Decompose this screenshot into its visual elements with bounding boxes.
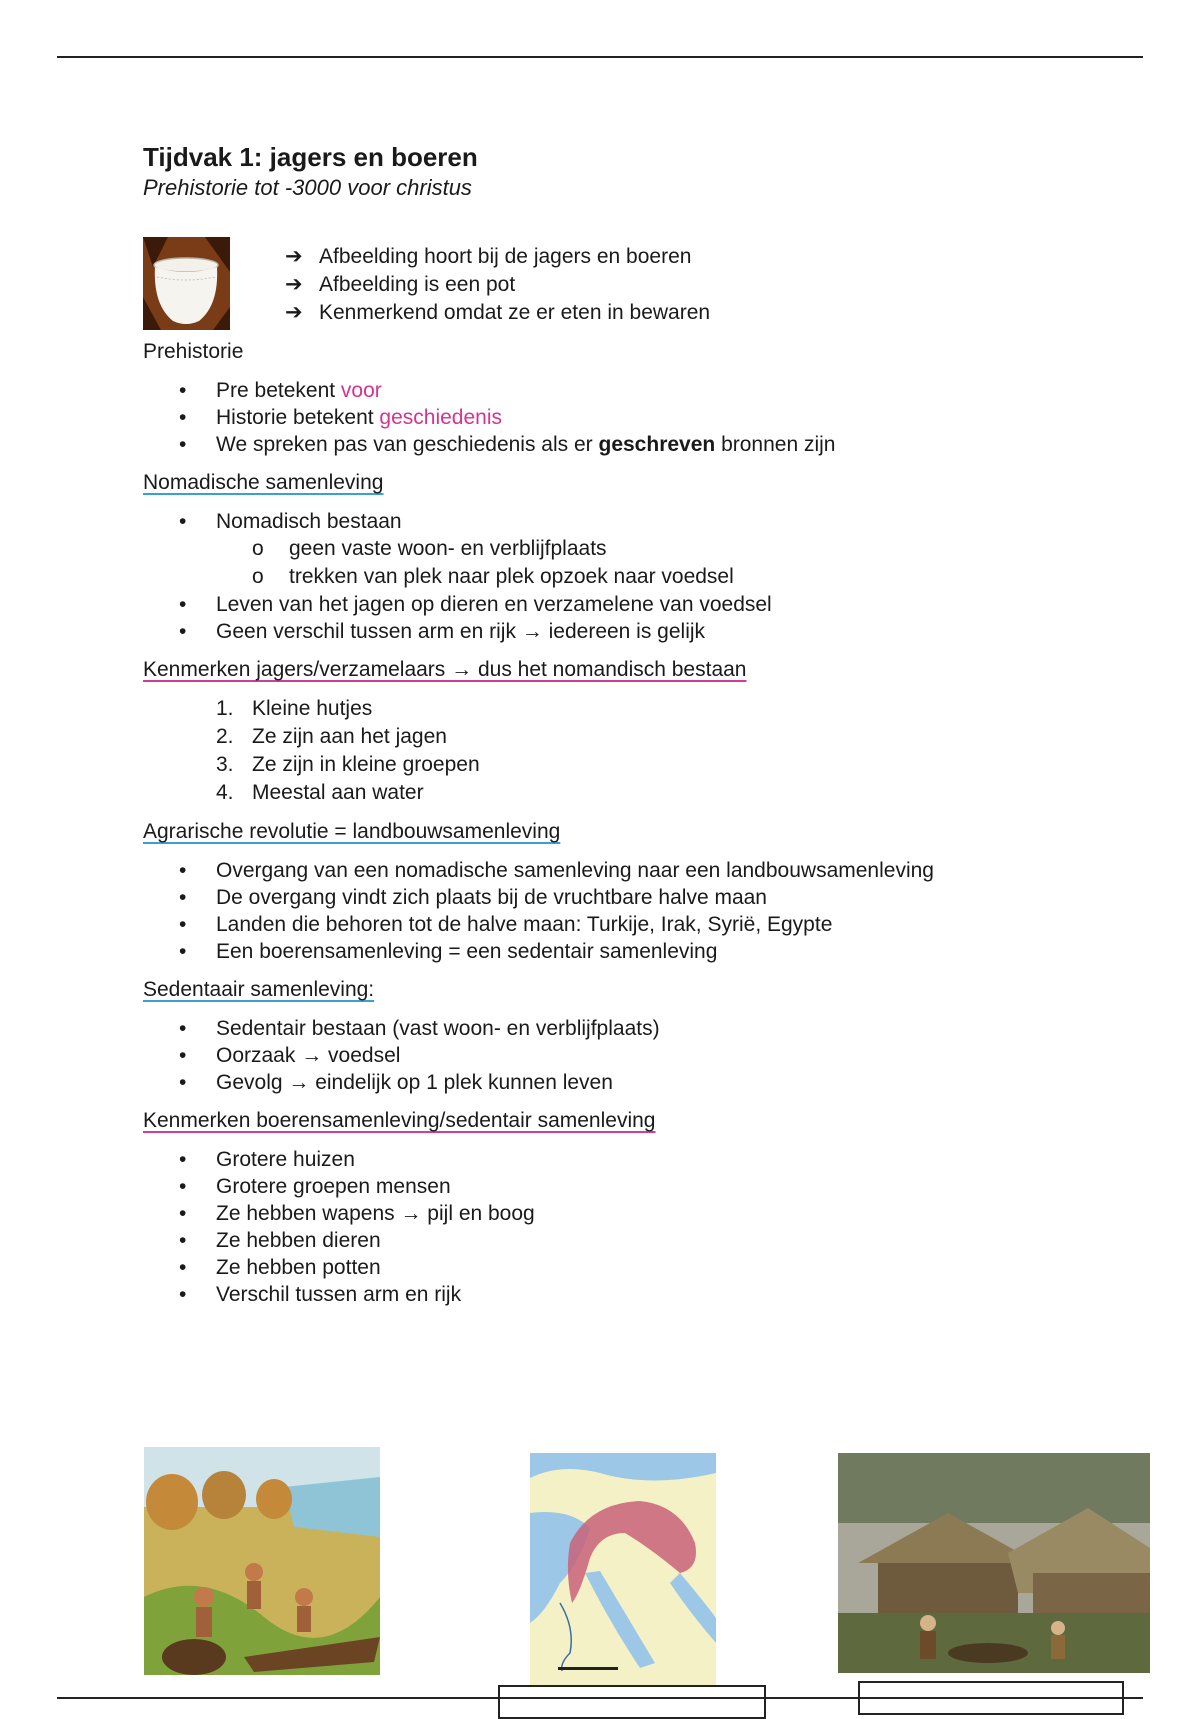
arrow-icon: ➔ [285, 245, 303, 268]
bullet-icon: • [179, 913, 187, 936]
sub-bullet-icon: o [252, 565, 264, 588]
caption-box [498, 1685, 766, 1719]
heading-prehistorie: Prehistorie [143, 340, 244, 363]
list-item: • Een boerensamenleving = een sedentair samenleving [179, 940, 718, 963]
prehistorie-list [143, 377, 1143, 458]
list-item: ➔ Afbeelding is een pot [285, 271, 710, 299]
bullet-icon: • [179, 1202, 187, 1225]
list-item: • Sedentair bestaan (vast woon- en verblijfplaats) [179, 1017, 660, 1040]
list-item: • Oorzaak → voedsel [179, 1044, 401, 1067]
arrow-icon: ➔ [285, 273, 303, 296]
bullet-icon: • [179, 1044, 187, 1067]
footer-rule [57, 1697, 1143, 1699]
bullet-icon: • [179, 1256, 187, 1279]
page-subtitle: Prehistorie tot -3000 voor christus [143, 175, 472, 200]
list-item: • Grotere huizen [179, 1148, 355, 1171]
list-item: 1. Kleine hutjes [216, 697, 373, 720]
sedentair-list [143, 1015, 1143, 1096]
bullet-icon: • [179, 1017, 187, 1040]
heading-kenmerken-jagers: Kenmerken jagers/verzamelaars → dus het nomandisch bestaan [143, 658, 747, 681]
heading-sedentair: Sedentaair samenleving: [143, 978, 375, 1001]
list-item: • Nomadisch bestaan [179, 510, 402, 533]
list-item: 3. Ze zijn in kleine groepen [216, 753, 480, 776]
header-rule [57, 56, 1143, 58]
list-item: 2. Ze zijn aan het jagen [216, 725, 447, 748]
heading-agrarisch: Agrarische revolutie = landbouwsamenleving [143, 820, 561, 843]
list-item: • Overgang van een nomadische samenleving naar een landbouwsamenleving [179, 859, 934, 882]
pot-image [143, 237, 230, 330]
heading-kenmerken-boeren: Kenmerken boerensamenleving/sedentair samenleving [143, 1109, 656, 1132]
bullet-icon: • [179, 433, 187, 456]
farming-village-illustration [838, 1453, 1150, 1673]
hunter-gatherer-illustration [144, 1447, 380, 1675]
nomadisch-list [143, 508, 1143, 535]
list-item: • Leven van het jagen op dieren en verzamelene van voedsel [179, 593, 772, 616]
list-item: • Verschil tussen arm en rijk [179, 1283, 462, 1306]
list-item: • De overgang vindt zich plaats bij de vruchtbare halve maan [179, 886, 767, 909]
illustration-row [0, 1445, 1200, 1705]
bullet-icon: • [179, 1283, 187, 1306]
bullet-icon: • [179, 593, 187, 616]
list-item: • Ze hebben wapens → pijl en boog [179, 1202, 535, 1225]
intro-arrow-list [285, 243, 710, 327]
list-item: • Pre betekent voor [179, 379, 382, 402]
sub-bullet-icon: o [252, 537, 264, 560]
bullet-icon: • [179, 510, 187, 533]
list-item: • Ze hebben potten [179, 1256, 381, 1279]
bullet-icon: • [179, 1229, 187, 1252]
sub-list-item: o geen vaste woon- en verblijfplaats [216, 535, 1143, 563]
page-title: Tijdvak 1: jagers en boeren [143, 142, 478, 172]
list-item: ➔ Afbeelding hoort bij de jagers en boeren [285, 243, 710, 271]
bullet-icon: • [179, 940, 187, 963]
list-item: 4. Meestal aan water [216, 781, 424, 804]
bullet-icon: • [179, 406, 187, 429]
list-item: • We spreken pas van geschiedenis als er geschreven bronnen zijn [179, 433, 836, 456]
bullet-icon: • [179, 379, 187, 402]
arrow-icon: ➔ [285, 301, 303, 324]
list-item: • Historie betekent geschiedenis [179, 406, 503, 429]
heading-nomadisch: Nomadische samenleving [143, 471, 384, 494]
bullet-icon: • [179, 1071, 187, 1094]
agrarisch-list [143, 857, 1143, 965]
kenmerken-jagers-list [143, 695, 1143, 807]
document-body [143, 140, 1143, 1308]
bullet-icon: • [179, 1175, 187, 1198]
list-item: • Geen verschil tussen arm en rijk → iedereen is gelijk [179, 620, 706, 643]
list-item: • Landen die behoren tot de halve maan: Turkije, Irak, Syrië, Egypte [179, 913, 833, 936]
intro-block [143, 237, 1143, 339]
bullet-icon: • [179, 620, 187, 643]
list-item: • Grotere groepen mensen [179, 1175, 451, 1198]
fertile-crescent-map [530, 1453, 716, 1685]
list-item: • Gevolg → eindelijk op 1 plek kunnen leven [179, 1071, 613, 1094]
sub-list-item: o trekken van plek naar plek opzoek naar voedsel [216, 563, 1143, 591]
nomadisch-sublist [143, 535, 1143, 591]
bullet-icon: • [179, 1148, 187, 1171]
nomadisch-list-cont [143, 591, 1143, 645]
list-item: ➔ Kenmerkend omdat ze er eten in bewaren [285, 299, 710, 327]
list-item: • Ze hebben dieren [179, 1229, 381, 1252]
kenmerken-boeren-list [143, 1146, 1143, 1308]
bullet-icon: • [179, 859, 187, 882]
bullet-icon: • [179, 886, 187, 909]
